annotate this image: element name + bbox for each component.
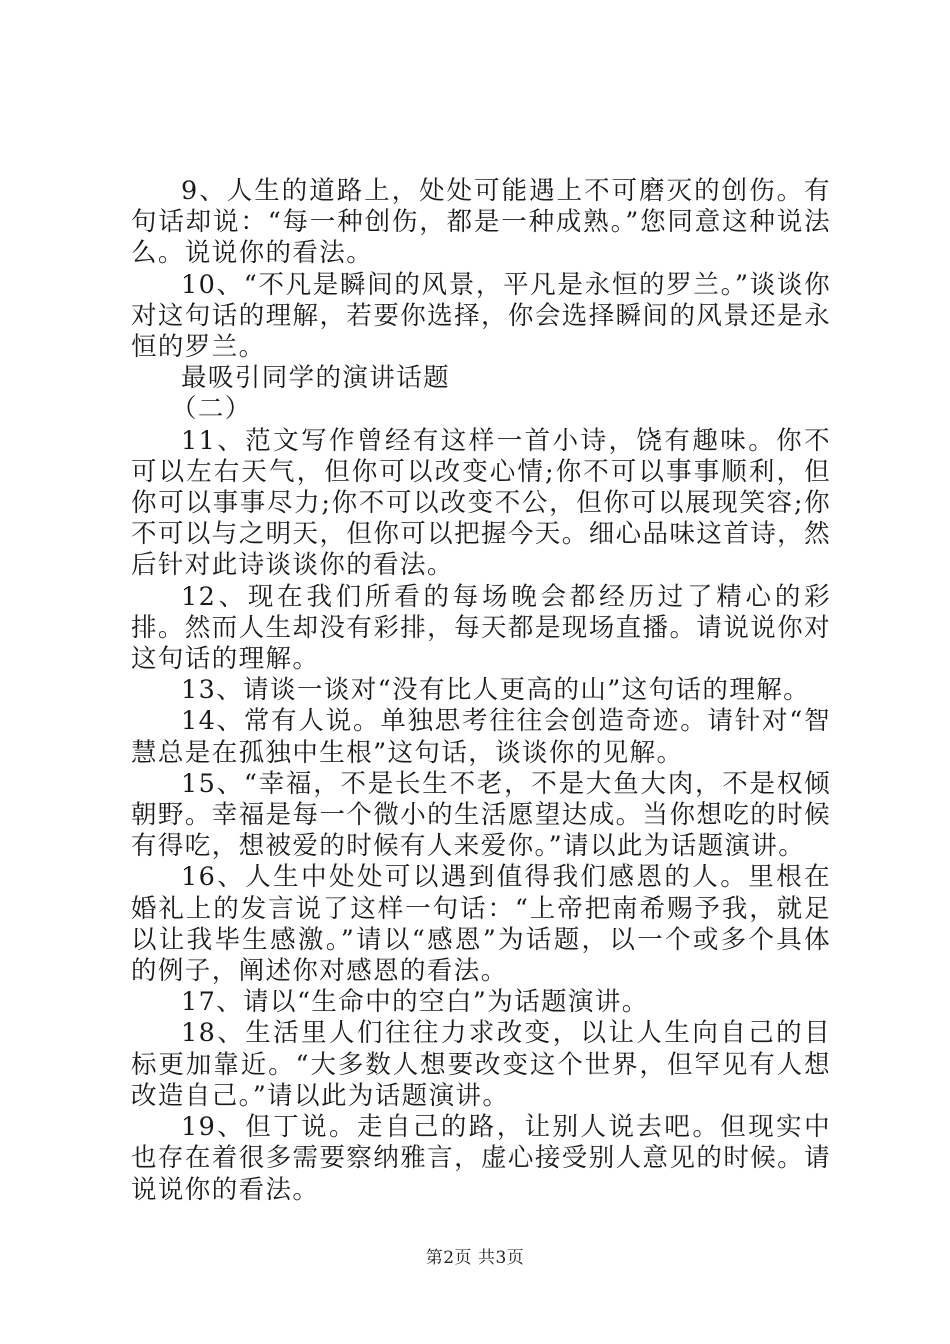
paragraph-question-14: 14、常有人说。单独思考往往会创造奇迹。请针对“智慧总是在孤独中生根”这句话，谈谈你的见解。 — [131, 706, 831, 768]
paragraph-question-15: 15、“幸福，不是长生不老，不是大鱼大肉，不是权倾朝野。幸福是每一个微小的生活愿望达成。当你想吃的时候有得吃，想被爱的时候有人来爱你。”请以此为话题演讲。 — [131, 768, 831, 862]
paragraph-question-13: 13、请谈一谈对“没有比人更高的山”这句话的理解。 — [181, 675, 811, 706]
paragraph-question-10: 10、“不凡是瞬间的风景，平凡是永恒的罗兰。”谈谈你对这句话的理解，若要你选择，你会选择瞬间的风景还是永恒的罗兰。 — [131, 269, 831, 363]
paragraph-question-11: 11、范文写作曾经有这样一首小诗，饶有趣味。你不可以左右天气，但你可以改变心情;你不可以事事顺利，但你可以事事尽力;你不可以改变不公，但你可以展现笑容;你不可以与之明天，但你可以把握今天。细心品味这首诗，然后针对此诗谈谈你的看法。 — [131, 425, 831, 581]
paragraph-question-19: 19、但丁说。走自己的路，让别人说去吧。但现实中也存在着很多需要察纳雅言，虚心接受别人意见的时候。请说说你的看法。 — [131, 1112, 831, 1205]
section-heading: 最吸引同学的演讲话题 — [181, 363, 451, 394]
paragraph-question-18: 18、生活里人们往往力求改变，以让人生向自己的目标更加靠近。“大多数人想要改变这个世界，但罕见有人想改造自己。”请以此为话题演讲。 — [131, 1018, 831, 1111]
paragraph-question-12: 12、现在我们所看的每场晚会都经历过了精心的彩排。然而人生却没有彩排，每天都是现场直播。请说说你对这句话的理解。 — [131, 581, 831, 675]
section-subheading: （二） — [171, 394, 252, 425]
paragraph-question-16: 16、人生中处处可以遇到值得我们感恩的人。里根在婚礼上的发言说了这样一句话：“上帝把南希赐予我，就足以让我毕生感激。”请以“感恩”为话题，以一个或多个具体的例子，阐述你对感恩的看法。 — [131, 862, 831, 987]
document-body — [131, 176, 831, 1206]
page-number-footer: 第2页 共3页 — [425, 1248, 525, 1268]
paragraph-question-9: 9、人生的道路上，处处可能遇上不可磨灭的创伤。有句话却说：“每一种创伤，都是一种成熟。”您同意这种说法么。说说你的看法。 — [131, 176, 831, 269]
paragraph-question-17: 17、请以“生命中的空白”为话题演讲。 — [181, 987, 649, 1018]
